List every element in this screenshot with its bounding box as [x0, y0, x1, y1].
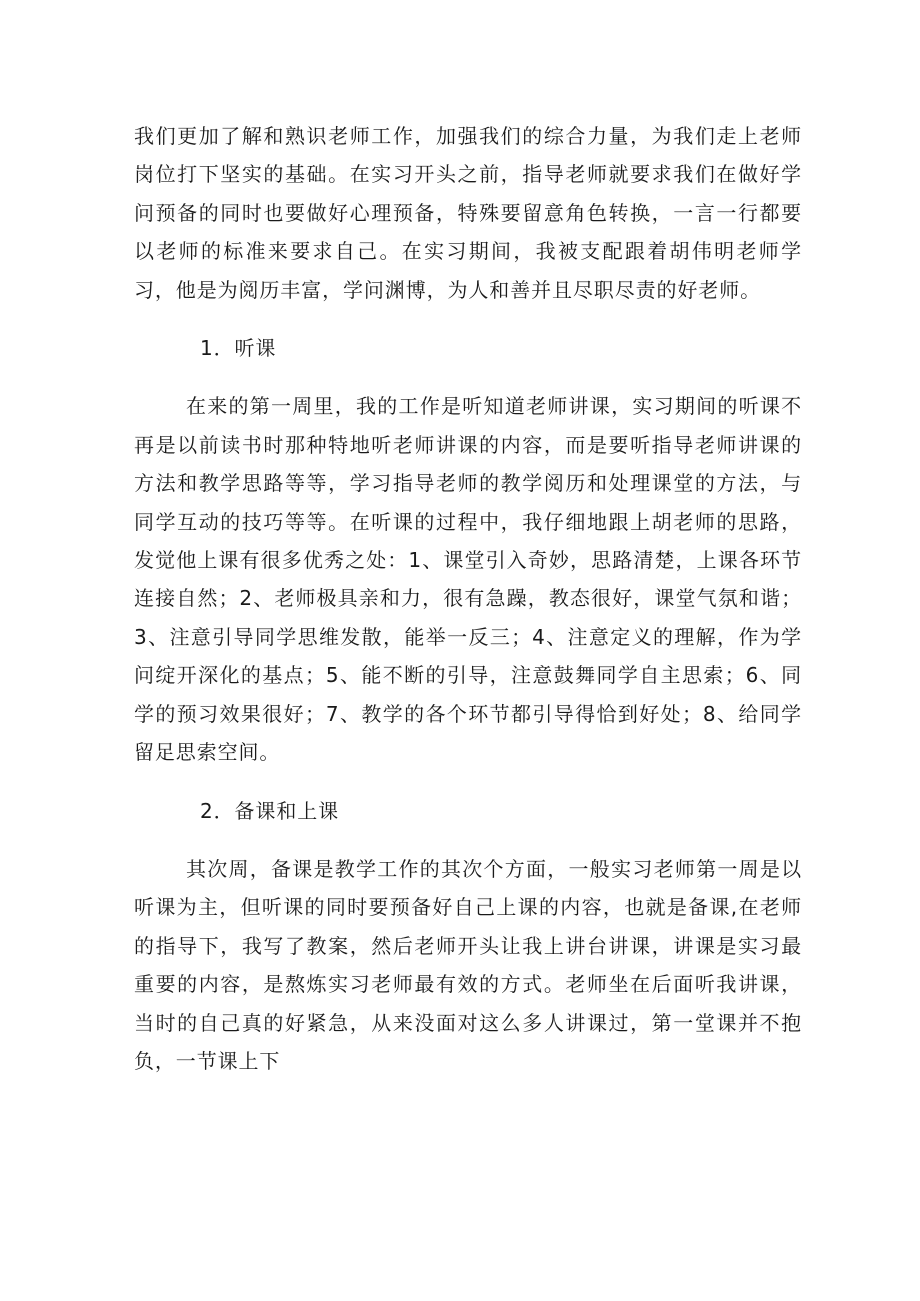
paragraph-2: 在来的第一周里，我的工作是听知道老师讲课，实习期间的听课不再是以前读书时那种特地听老师讲课的内容，而是要听指导老师讲课的方法和教学思路等等，学习指导老师的教学阅历和处理课堂的方法，与同学互动的技巧等等。在听课的过程中，我仔细地跟上胡老师的思路，发觉他上课有很多优秀之处：1、课堂引入奇妙，思路清楚，上课各环节连接自然；2、老师极具亲和力，很有急躁，教态很好，课堂气氛和谐；3、注意引导同学思维发散，能举一反三；4、注意定义的理解，作为学问绽开深化的基点；5、能不断的引导，注意鼓舞同学自主思索；6、同学的预习效果很好；7、教学的各个环节都引导得恰到好处；8、给同学留足思索空间。 [134, 394, 802, 765]
document-body [134, 117, 802, 1100]
section-heading-2: 2．备课和上课 [200, 798, 340, 823]
paragraph-1: 我们更加了解和熟识老师工作，加强我们的综合力量，为我们走上老师岗位打下坚实的基础。在实习开头之前，指导老师就要求我们在做好学问预备的同时也要做好心理预备，特殊要留意角色转换，一言一行都要以老师的标准来要求自己。在实习期间，我被支配跟着胡伟明老师学习，他是为阅历丰富，学问渊博，为人和善并且尽职尽责的好老师。 [134, 124, 802, 302]
paragraph-3: 其次周，备课是教学工作的其次个方面，一般实习老师第一周是以听课为主，但听课的同时要预备好自己上课的内容，也就是备课,在老师的指导下，我写了教案，然后老师开头让我上讲台讲课，讲课是实习最重要的内容，是熬炼实习老师最有效的方式。老师坐在后面听我讲课，当时的自己真的好紧急，从来没面对这么多人讲课过，第一堂课并不抱负，一节课上下 [134, 856, 802, 1073]
section-heading-1: 1．听课 [200, 336, 277, 361]
